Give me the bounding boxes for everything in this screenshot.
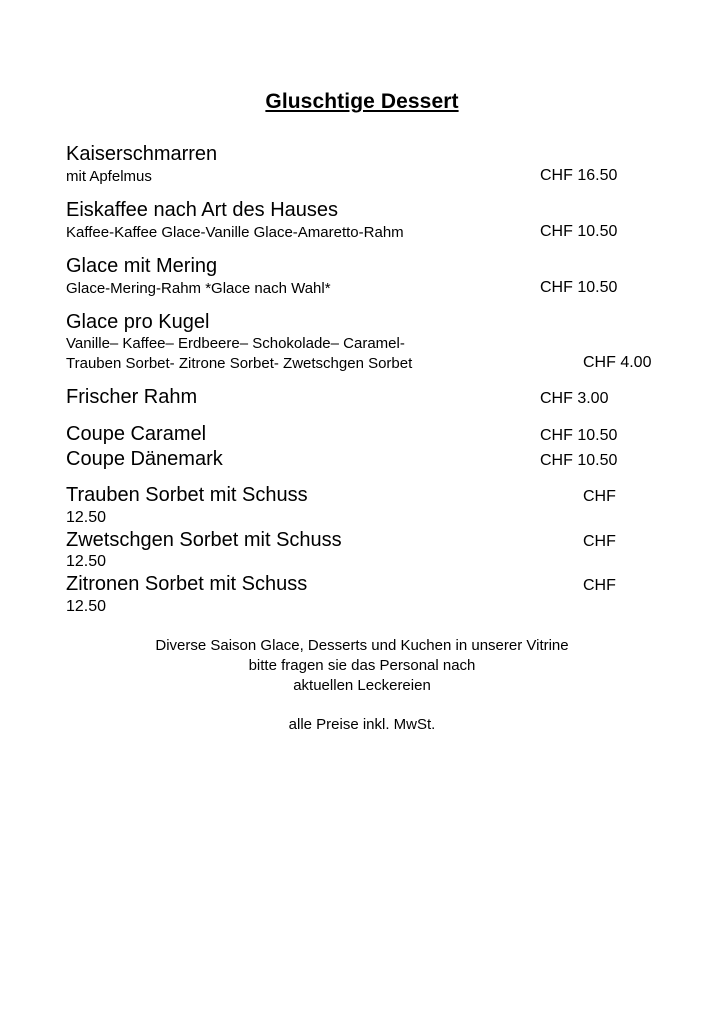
item-price-value-zwetschgen-sorbet: 12.50 [66,553,107,570]
item-name-zwetschgen-sorbet: Zwetschgen Sorbet mit Schuss [66,529,342,551]
item-name-glace-pro-kugel: Glace pro Kugel [66,311,210,333]
item-name-coupe-caramel: Coupe Caramel [66,423,207,445]
item-price-kaiserschmarren: CHF 16.50 [540,167,618,184]
item-desc-eiskaffee: Kaffee-Kaffee Glace-Vanille Glace-Amaretto-Rahm [66,224,404,241]
item-price-glace-mit-mering: CHF 10.50 [540,279,618,296]
item-name-zitronen-sorbet: Zitronen Sorbet mit Schuss [66,573,308,595]
item-desc-glace-mit-mering: Glace-Mering-Rahm *Glace nach Wahl* [66,280,331,297]
item-desc-glace-pro-kugel-line1: Vanille– Kaffee– Erdbeere– Schokolade– Caramel- [66,335,405,352]
item-desc-kaiserschmarren: mit Apfelmus [66,168,152,185]
item-price-frischer-rahm: CHF 3.00 [540,390,609,407]
item-desc-glace-pro-kugel-line2: Trauben Sorbet- Zitrone Sorbet- Zwetschgen Sorbet [66,355,413,372]
footer-line-2: bitte fragen sie das Personal nach [248,657,476,674]
item-name-eiskaffee: Eiskaffee nach Art des Hauses [66,199,339,221]
item-price-glace-pro-kugel: CHF 4.00 [583,354,652,371]
item-name-glace-mit-mering: Glace mit Mering [66,255,218,277]
vat-note: alle Preise inkl. MwSt. [288,716,436,733]
item-price-currency-zwetschgen-sorbet: CHF [583,533,616,550]
item-price-coupe-daenemark: CHF 10.50 [540,452,618,469]
item-price-value-trauben-sorbet: 12.50 [66,509,107,526]
item-price-currency-zitronen-sorbet: CHF [583,577,616,594]
item-name-coupe-daenemark: Coupe Dänemark [66,448,223,470]
item-name-frischer-rahm: Frischer Rahm [66,386,198,408]
footer-line-3: aktuellen Leckereien [293,677,431,694]
footer-line-1: Diverse Saison Glace, Desserts und Kuchen in unserer Vitrine [155,637,569,654]
item-name-kaiserschmarren: Kaiserschmarren [66,143,218,165]
item-price-currency-trauben-sorbet: CHF [583,488,616,505]
item-price-value-zitronen-sorbet: 12.50 [66,598,107,615]
item-price-eiskaffee: CHF 10.50 [540,223,618,240]
item-price-coupe-caramel: CHF 10.50 [540,427,618,444]
item-name-trauben-sorbet: Trauben Sorbet mit Schuss [66,484,308,506]
menu-title: Gluschtige Dessert [265,90,459,113]
